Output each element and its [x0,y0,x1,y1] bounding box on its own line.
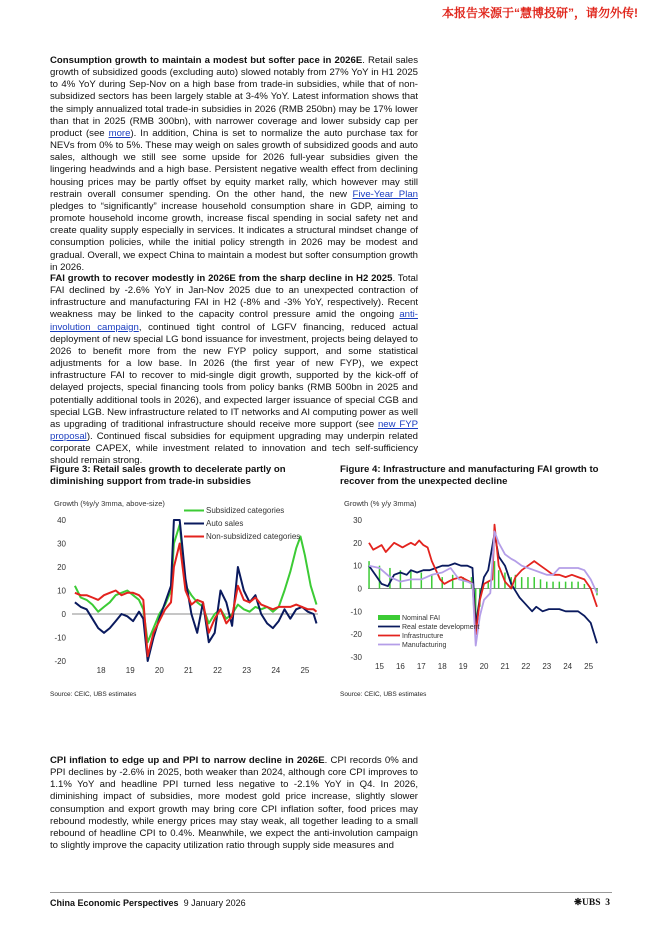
bar-nominal-fai [540,579,541,588]
y-tick-label: 20 [353,538,362,548]
link-five-year-plan[interactable]: Five-Year Plan [352,188,418,200]
ubs-logo: ❋UBS 3 [574,898,610,908]
y-tick-label: -10 [54,633,66,643]
y-tick-label: -10 [350,607,362,617]
paragraph-fai [50,273,418,468]
paragraph-consumption [50,55,418,274]
legend-label: Manufacturing [402,642,447,649]
x-tick-label: 24 [271,666,281,675]
x-tick-label: 18 [96,666,106,675]
y-tick-label: -20 [54,657,66,666]
figure-3-chart [50,494,330,682]
x-tick-label: 22 [213,666,223,675]
x-tick-label: 23 [542,662,552,671]
text: , continued tight control of LGFV financing, reduced actual deployment of new special LG bond issuance for investment, projects being delayed to 2026 to benefit more from the new FYP policy support, and some statistical adjustments for a low base. In 2026 (the first year of new FYP), we expect infrastructure FAI to recover to mid-single digit growth, supported by the kick-off of delayed projects, special financing tools from policy banks (RMB 500bn in 2025 and potentially additional tools in 2026), and expected larger issuance of special CGB and special LGB. New infrastructure related to IT networks and AI computing power as well as upgrading of traditional infrastructure should receive more support (see [50,321,418,430]
x-tick-label: 19 [458,662,468,671]
bar-nominal-fai [571,582,572,589]
bar-nominal-fai [527,577,528,588]
bar-nominal-fai [552,582,553,589]
x-tick-label: 16 [395,662,405,671]
bar-nominal-fai [577,582,578,589]
text: . Retail sales growth of subsidized goods (excluding auto) slowed notably from 27% YoY in H1 2025 to 4% YoY during Sep-Nov on a high base from trade-in subsidies, while that of non-subsidized sectors has been largely stable at 3-4% YoY. Latest information shows that the simply annualized total trade-in subsidies in 2026 (RMB 250bn) may be 17% lower than that in 2025 (RMB 300bn), with narrower coverage and lower subsidy cap per product (see [50,55,418,139]
legend-label: Auto sales [206,519,244,528]
x-tick-label: 18 [437,662,447,671]
figure-4-title: Figure 4: Infrastructure and manufacturing FAI growth to recover from the unexpected decline [340,464,599,487]
y-tick-label: 10 [353,561,362,571]
y-tick-label: -20 [350,630,362,640]
figure-3-source: Source: CEIC, UBS estimates [50,691,137,698]
x-tick-label: 20 [479,662,489,671]
figure-3-title: Figure 3: Retail sales growth to decelerate partly on diminishing support from trade-in subsidies [50,464,286,487]
y-axis-label: Growth (%y/y 3mma, above-size) [54,499,165,508]
text: pledges to “significantly” increase household consumption share in GDP, aiming to promote household income growth, increase fiscal spending in social safety net and create quality supply especially in services. It indicates a structural mindset change of consumption policies, while the initial policy strength in 2026 may be modest and gradual. Overall, we expect China to maintain a modest but softer consumption growth in 2026. [50,200,418,273]
x-tick-label: 25 [300,666,310,675]
lead-cpi: CPI inflation to edge up and PPI to narrow decline in 2026E [50,755,325,766]
legend-label: Infrastructure [402,633,444,640]
bar-nominal-fai [421,573,422,589]
text: . Total FAI declined by -2.6% YoY in Jan-Nov 2025 due to an unexpected contraction of infrastructure and manufacturing FAI in H2 (-8% and -3% YoY, respectively). Recent weakness may be linked to the capacity control pressure amid the ongoing [50,273,418,321]
lead-fai: FAI growth to recover modestly in 2026E from the sharp decline in H2 2025 [50,273,393,284]
paragraph-cpi [50,755,418,852]
bar-nominal-fai [431,575,432,589]
x-tick-label: 21 [183,666,193,675]
bar-nominal-fai [494,561,495,588]
text: . CPI records 0% and PPI declines by -2.6% in 2025, both weaker than 2024, although core CPI improves to 1.1% YoY and headline PPI turned less negative to -2.1% YoY in Q4. In 2026, diminishing impact of subsidies, more modest gold price increase, slightly slower consumption and export growth may bring core CPI inflation softer, food prices may rebound modestly, while energy prices may stay weak, all together leading to a small rebound of headline CPI to 0.4%. Meanwhile, we expect the anti-involution campaign to slightly improve the capacity utilization ratio through supply side measures and [50,755,418,852]
y-tick-label: 40 [57,516,66,525]
series-line-auto-sales [75,520,317,661]
x-tick-label: 20 [154,666,164,675]
legend-label: Real estate development [402,624,480,631]
x-tick-label: 21 [500,662,510,671]
footer-divider [50,892,612,893]
watermark: 本报告来源于“慧博投研”，请勿外传! [442,6,638,20]
y-tick-label: -30 [350,653,362,662]
x-tick-label: 23 [242,666,252,675]
x-tick-label: 24 [563,662,573,671]
figure-4-source: Source: CEIC, UBS estimates [340,691,427,698]
y-tick-label: 10 [57,586,66,596]
y-tick-label: 0 [357,584,362,594]
bar-nominal-fai [498,570,499,588]
x-tick-label: 19 [125,666,135,675]
footer: China Economic Perspectives 9 January 2026 [50,898,246,908]
text: ). In addition, China is set to normalize the auto purchase tax for NEVs from 0% to 5%. These may weigh on sales growth of subsidized goods and auto sales, although we still see some upside for 2026 full-year subsidies given the lingering headwinds and a high base. Persistent negative wealth effect from declining housing prices may be partly offset by equity market rally, which however may still restrain overall consumer spending. On the other hand, the new [50,127,418,200]
legend-label: Nominal FAI [402,615,441,622]
x-tick-label: 17 [416,662,426,671]
bar-nominal-fai [521,577,522,588]
y-tick-label: 30 [57,539,66,549]
bar-nominal-fai [533,577,534,588]
lead-consumption: Consumption growth to maintain a modest but softer pace in 2026E [50,55,363,66]
y-tick-label: 0 [61,610,66,619]
legend-label: Non-subsidized categories [206,532,301,541]
y-tick-label: 20 [57,563,66,572]
figure-4-chart [340,494,610,682]
legend-swatch [378,615,400,620]
bar-nominal-fai [559,582,560,589]
link-anti-involution[interactable]: anti-involution campaign [50,309,418,333]
bar-nominal-fai [452,575,453,589]
legend-label: Subsidized categories [206,506,285,515]
bar-nominal-fai [584,584,585,589]
text: ). Continued fiscal subsidies for equipment upgrading may underpin related corporate CAPEX, while investment related to innovation and tech self-sufficiency should remain strong. [50,431,418,467]
x-tick-label: 15 [375,662,384,671]
x-tick-label: 22 [521,662,531,671]
link-more[interactable]: more [108,127,131,139]
x-tick-label: 25 [584,662,594,671]
y-tick-label: 30 [353,516,362,525]
y-axis-label: Growth (% y/y 3mma) [344,499,417,508]
bar-nominal-fai [546,582,547,589]
link-new-fyp-proposal[interactable]: new FYP proposal [50,418,418,443]
bar-nominal-fai [565,582,566,589]
